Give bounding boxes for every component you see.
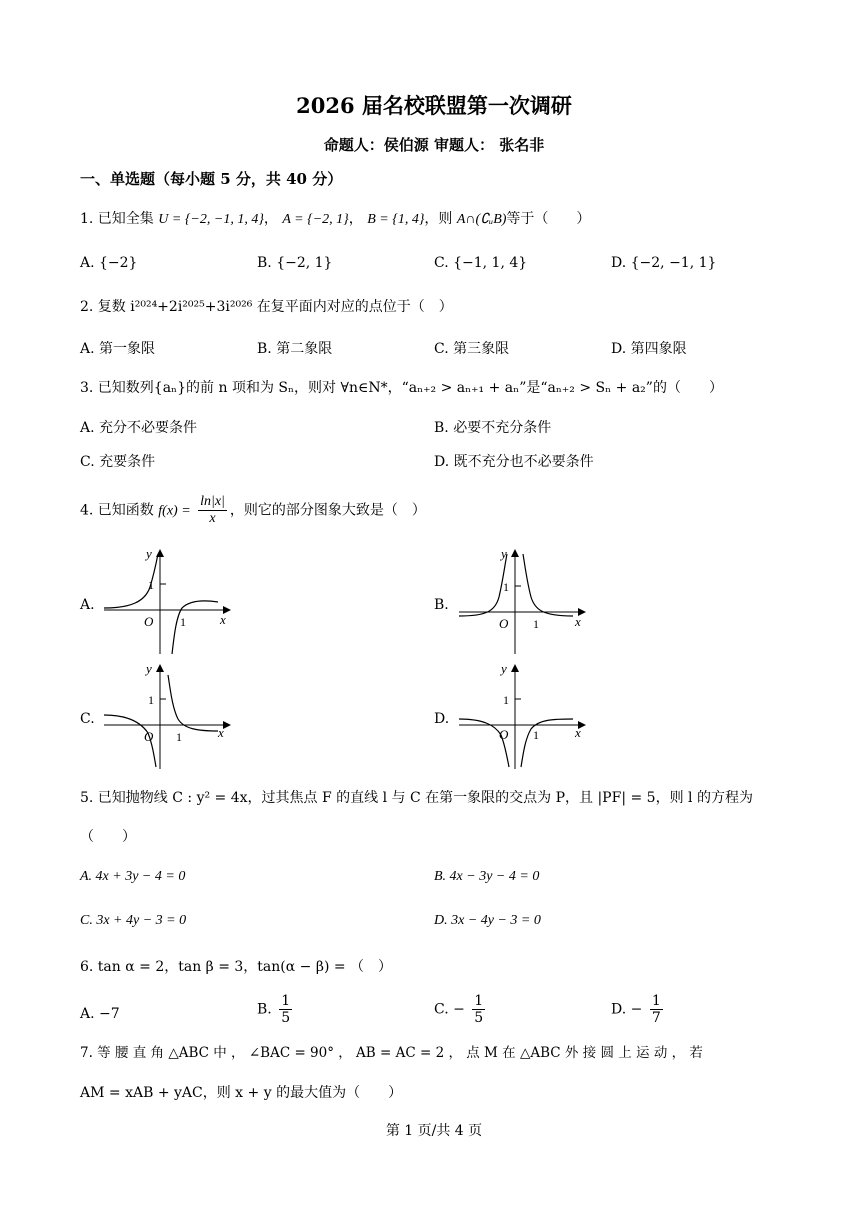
- q6-option-a: A. −7: [80, 1006, 120, 1022]
- origin-label: O: [499, 727, 509, 742]
- question-3: 3. 已知数列{aₙ}的前 n 项和为 Sₙ，则对 ∀n∈N*，“aₙ₊₂ > aₙ₊₁ + aₙ”是“aₙ₊₂ > Sₙ + a₂”的（ ）: [80, 380, 723, 396]
- y-label: y: [501, 661, 507, 676]
- q5-option-c: C. 3x + 4y − 3 = 0: [80, 913, 187, 928]
- q3-option-c: C. 充要条件: [80, 454, 156, 470]
- page-title: 2026 届名校联盟第一次调研: [296, 93, 572, 118]
- q1-suffix: 等于（ ）: [506, 211, 591, 227]
- q6-b-numerator: 1: [281, 993, 291, 1009]
- origin-label: O: [144, 729, 154, 744]
- question-5-continued: （ ）: [80, 829, 136, 845]
- q6-option-b-label: B.: [257, 1001, 272, 1018]
- q6-d-denominator: 7: [651, 1010, 661, 1026]
- tick-one-x: 1: [176, 730, 182, 744]
- q3-option-d: D. 既不充分也不必要条件: [434, 454, 594, 470]
- x-label: x: [575, 725, 581, 740]
- q5-option-a: A. 4x + 3y − 4 = 0: [80, 869, 186, 884]
- question-2: 2. 复数 i²⁰²⁴+2i²⁰²⁵+3i²⁰²⁶ 在复平面内对应的点位于（ ）: [80, 299, 453, 315]
- curve-right: [523, 554, 573, 616]
- q4-fraction-numerator: ln|x|: [200, 494, 225, 509]
- question-7-continued: AM = xAB + yAC，则 x + y 的最大值为（ ）: [80, 1085, 403, 1101]
- q2-option-d: D. 第四象限: [611, 341, 687, 357]
- q1-prefix: 1. 已知全集: [80, 211, 154, 227]
- curve-left: [459, 554, 507, 616]
- question-7: 7. 等 腰 直 角 △ABC 中 ， ∠BAC = 90° ， AB = AC = 2 ， 点 M 在 △ABC 外 接 圆 上 运 动 ， 若: [80, 1045, 703, 1061]
- q6-option-d: [611, 993, 666, 1026]
- x-label: x: [218, 725, 224, 740]
- q5-option-d: D. 3x − 4y − 3 = 0: [434, 913, 541, 928]
- q4-prefix: 4. 已知函数: [80, 502, 154, 519]
- origin-label: O: [499, 616, 509, 631]
- q5-option-b: B. 4x − 3y − 4 = 0: [434, 869, 540, 884]
- graph-option-d: [455, 657, 595, 772]
- y-label: y: [146, 546, 152, 561]
- q2-option-c: C. 第三象限: [434, 341, 510, 357]
- q1-expression: A∩(∁ᵤB): [456, 212, 507, 227]
- tick-one-y: 1: [503, 693, 509, 707]
- q1-set-u: U = {−2, −1, 1, 4}: [158, 212, 264, 227]
- q6-d-numerator: 1: [651, 993, 661, 1009]
- q1-set-a: A = {−2, 1}: [282, 212, 349, 227]
- x-label: x: [575, 614, 581, 629]
- q4-fraction-denominator: x: [209, 511, 216, 526]
- question-1: 1. 已知全集 U = {−2, −1, 1, 4}， A = {−2, 1}， B = {1, 4}，则 A∩(∁ᵤB)等于（ ）: [80, 211, 591, 227]
- graph-option-c: [100, 657, 240, 772]
- y-label: y: [501, 546, 507, 561]
- q6-option-c: [434, 993, 488, 1026]
- q6-option-c-label: C. −: [434, 1001, 465, 1018]
- q1-option-a: A. {−2}: [80, 255, 138, 271]
- y-label: y: [146, 661, 152, 676]
- tick-one-x: 1: [533, 728, 539, 742]
- q3-option-a: A. 充分不必要条件: [80, 420, 198, 436]
- q3-option-b: B. 必要不充分条件: [434, 420, 552, 436]
- curve-right: [172, 601, 218, 654]
- q6-c-numerator: 1: [474, 993, 484, 1009]
- tick-one-y: 1: [148, 578, 154, 592]
- q1-option-d: D. {−2, −1, 1}: [611, 255, 717, 271]
- x-label: x: [220, 612, 226, 627]
- q4-option-a-label: A.: [80, 597, 95, 613]
- page-footer: 第 1 页/共 4 页: [385, 1123, 483, 1139]
- q4-option-b-label: B.: [434, 597, 449, 613]
- q4-option-d-label: D.: [434, 711, 450, 727]
- origin-label: O: [144, 614, 154, 629]
- q4-function-name: f(x) =: [158, 503, 191, 519]
- q6-c-denominator: 5: [474, 1010, 484, 1026]
- q1-set-b: B = {1, 4}: [367, 212, 425, 227]
- tick-one-x: 1: [180, 615, 186, 629]
- q6-b-denominator: 5: [281, 1010, 291, 1026]
- question-5: 5. 已知抛物线 C : y² = 4x，过其焦点 F 的直线 l 与 C 在第一象限的交点为 P，且 |PF| = 5，则 l 的方程为: [80, 790, 753, 806]
- q4-suffix: ，则它的部分图象大致是（ ）: [229, 502, 426, 519]
- graph-option-a: [100, 542, 240, 657]
- graph-option-b: [455, 542, 595, 657]
- tick-one-y: 1: [148, 693, 154, 707]
- section-title: 一、单选题（每小题 5 分，共 40 分）: [80, 170, 343, 188]
- tick-one-y: 1: [503, 580, 509, 594]
- q2-option-b: B. 第二象限: [257, 341, 333, 357]
- curve-right: [521, 719, 573, 767]
- page-subtitle: 命题人：侯伯源 审题人： 张名非: [323, 136, 545, 154]
- q4-option-c-label: C.: [80, 711, 95, 727]
- q6-option-b: [257, 993, 295, 1026]
- q1-option-b: B. {−2, 1}: [257, 255, 333, 271]
- tick-one-x: 1: [533, 617, 539, 631]
- q4-fraction: [198, 494, 227, 527]
- q1-option-c: C. {−1, 1, 4}: [434, 255, 528, 271]
- q6-option-d-label: D. −: [611, 1001, 643, 1018]
- q1-then: ，则: [424, 211, 453, 227]
- curve-right: [168, 675, 218, 731]
- question-6: 6. tan α = 2，tan β = 3，tan(α − β) = （ ）: [80, 959, 393, 975]
- question-4: [80, 494, 426, 527]
- q2-option-a: A. 第一象限: [80, 341, 156, 357]
